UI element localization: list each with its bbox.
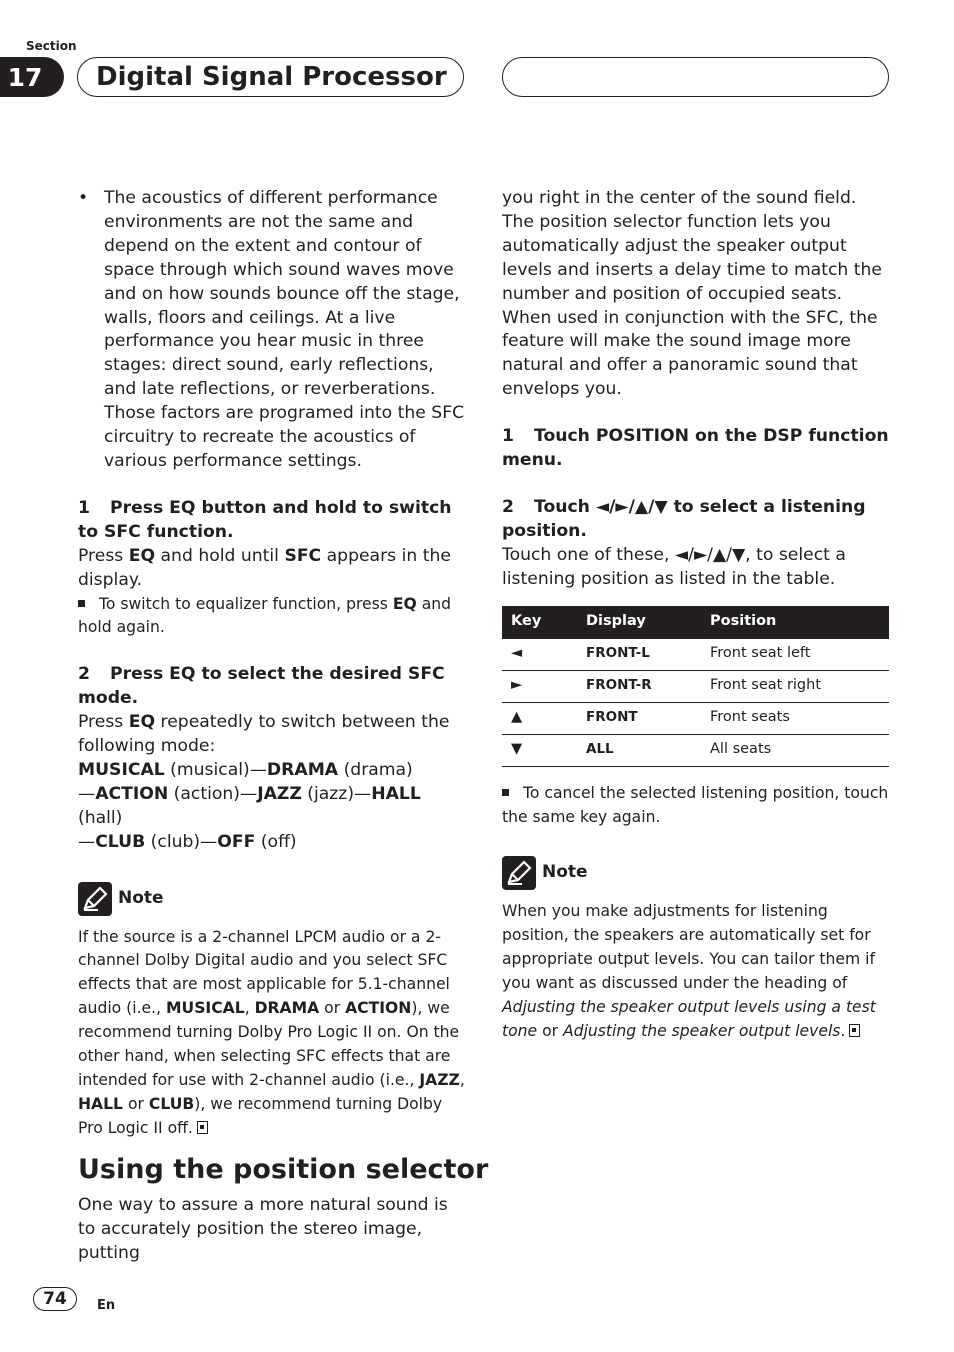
- step-number: 2: [502, 496, 514, 517]
- mode-name: CLUB: [148, 1094, 195, 1113]
- note-label: Note: [118, 887, 164, 908]
- mode-name: JAZZ: [419, 1071, 460, 1089]
- bullet-symbol: •: [78, 188, 89, 208]
- key-eq: EQ: [128, 545, 156, 566]
- mode-desc: (club): [145, 831, 201, 852]
- text: To switch to equalizer function, press: [99, 594, 393, 613]
- step-heading: [78, 663, 466, 711]
- text: .: [840, 1021, 846, 1040]
- text: and hold again.: [78, 594, 452, 637]
- text: ), we recommend turning Dolby Pro Logic II off.: [78, 1094, 443, 1137]
- position-cell: Front seat left: [710, 639, 889, 671]
- mode-desc: (musical): [164, 759, 250, 780]
- position-table: [502, 606, 889, 767]
- square-bullet-icon: [502, 789, 509, 796]
- step-1-sfc: [78, 497, 466, 640]
- position-cell: Front seats: [710, 702, 889, 734]
- note-label: Note: [542, 862, 588, 883]
- mode-name: MUSICAL: [78, 759, 165, 780]
- note-body: [502, 900, 890, 1043]
- step-body: [78, 711, 466, 759]
- dash: —: [78, 783, 96, 804]
- pencil-note-icon: [502, 856, 536, 890]
- mode-desc: (action): [168, 783, 240, 804]
- section-label: Section: [26, 39, 77, 53]
- step-body: [78, 545, 466, 593]
- text: Press: [78, 545, 129, 566]
- position-cell: Front seat right: [710, 670, 889, 702]
- note-sfc: [78, 882, 466, 1141]
- key-eq: EQ: [392, 594, 417, 613]
- pencil-note-icon: [78, 882, 112, 916]
- table-row: [502, 734, 889, 766]
- bullet-text: The acoustics of different performance environments are not the same and depend on the extent and contour of space through which sound waves move and on how sounds bounce off the stage, walls, floors and ceilings. At a live performance you hear music in three stages: direct sound, early reflections, and late reflections, or reverberations. Those factors are programed into the SFC circuitry to recreate the acoustics of various performance settings.: [104, 188, 465, 471]
- key-sfc: SFC: [284, 545, 322, 566]
- display-cell: FRONT-L: [586, 639, 710, 671]
- right-column: [502, 187, 890, 1044]
- dash: —: [240, 783, 258, 804]
- section-heading: Using the position selector: [78, 1154, 489, 1185]
- key-cell: ◄: [502, 639, 586, 671]
- header-empty-box: [502, 57, 889, 97]
- mode-desc: (drama): [338, 759, 413, 780]
- mode-name: HALL: [78, 1094, 123, 1113]
- step-number: 1: [78, 497, 90, 518]
- step-title: Press EQ button and hold to switch to SFC function.: [78, 497, 452, 542]
- mode-name: HALL: [371, 783, 421, 804]
- text: ,: [459, 1071, 465, 1089]
- text: When you make adjustments for listening position, the speakers are automatically set for appropriate output levels. You can tailor them if you want as discussed under the heading of: [502, 902, 875, 993]
- mode-name: ACTION: [95, 783, 169, 804]
- page-number: 74: [33, 1287, 77, 1311]
- step-2-sfc: [78, 663, 466, 854]
- end-mark-icon: [849, 1024, 860, 1037]
- section-intro: One way to assure a more natural sound is to accurately position the stereo image, putting: [78, 1195, 448, 1263]
- key-cell: ▲: [502, 702, 586, 734]
- section-number-badge: 17: [0, 57, 64, 97]
- text: or: [123, 1094, 149, 1113]
- step-title: Touch ◄/►/▲/▼ to select a listening position.: [502, 496, 866, 541]
- step-number: 1: [502, 426, 514, 447]
- text: or: [319, 999, 346, 1018]
- text: ,: [244, 999, 255, 1018]
- column-header-key: Key: [502, 606, 586, 639]
- step-number: 2: [78, 664, 90, 685]
- column-header-display: Display: [586, 606, 710, 639]
- mode-name: JAZZ: [257, 783, 302, 804]
- text: and hold until: [155, 545, 285, 566]
- position-intro-cont: you right in the center of the sound field. The position selector function lets you automatically adjust the speaker output levels and inserts a delay time to match the number and position of occupied seats. When used in conjunction with the SFC, the feature will make the sound image more natural and offer a panoramic sound that envelops you.: [502, 188, 882, 400]
- note-heading: [78, 882, 466, 916]
- note-body: [78, 926, 466, 1141]
- square-bullet-icon: [78, 600, 85, 607]
- step-1-position: [502, 425, 890, 473]
- dash: —: [200, 831, 218, 852]
- mode-name: OFF: [217, 831, 256, 852]
- text: appears in the display.: [78, 545, 451, 590]
- left-column: [78, 187, 466, 1141]
- text: If the source is a 2-channel LPCM audio or a 2-channel Dolby Digital audio and you select SFC effects that are most applicable for 5.1-channel audio (i.e.,: [78, 927, 450, 1018]
- key-cell: ►: [502, 670, 586, 702]
- mode-name: MUSICAL: [166, 999, 245, 1018]
- text: or: [537, 1021, 564, 1040]
- acoustics-bullet: [78, 187, 466, 474]
- mode-desc: (off): [255, 831, 297, 852]
- mode-list: [78, 759, 466, 855]
- cancel-note: [502, 782, 890, 830]
- note-heading: [502, 856, 890, 890]
- mode-desc: (jazz): [301, 783, 355, 804]
- key-cell: ▼: [502, 734, 586, 766]
- mode-name: ACTION: [345, 999, 412, 1018]
- dash: —: [78, 831, 96, 852]
- display-cell: FRONT-R: [586, 670, 710, 702]
- step-heading: [78, 497, 466, 545]
- table-header-row: [502, 606, 889, 639]
- dash: —: [354, 783, 372, 804]
- chapter-title: Digital Signal Processor: [77, 57, 464, 97]
- note-position: [502, 856, 890, 1043]
- cross-reference: Adjusting the speaker output levels: [563, 1021, 841, 1040]
- column-header-position: Position: [710, 606, 889, 639]
- display-cell: ALL: [586, 734, 710, 766]
- step-heading: [502, 496, 890, 544]
- key-eq: EQ: [128, 712, 156, 733]
- text: To cancel the selected listening position, touch the same key again.: [502, 783, 889, 826]
- table-row: [502, 639, 889, 671]
- table-row: [502, 702, 889, 734]
- cross-reference: Adjusting the speaker output levels using a test tone: [502, 998, 876, 1040]
- step-title: Touch POSITION on the DSP function menu.: [502, 426, 889, 471]
- text: ), we recommend turning Dolby Pro Logic II on. On the other hand, when selecting SFC effects that are intended for use with 2-channel audio (i.e.,: [78, 999, 460, 1089]
- display-cell: FRONT: [586, 702, 710, 734]
- mode-name: CLUB: [95, 831, 146, 852]
- step-body: Touch one of these, ◄/►/▲/▼, to select a listening position as listed in the table.: [502, 544, 846, 589]
- table-row: [502, 670, 889, 702]
- text: repeatedly to switch between the following mode:: [78, 712, 450, 757]
- end-mark-icon: [197, 1121, 208, 1134]
- step-title: Press EQ to select the desired SFC mode.: [78, 664, 445, 709]
- mode-name: DRAMA: [266, 759, 339, 780]
- sub-note: [78, 593, 466, 641]
- text: Press: [78, 712, 129, 733]
- language-label: En: [97, 1298, 116, 1313]
- mode-desc: (hall): [78, 807, 123, 828]
- position-cell: All seats: [710, 734, 889, 766]
- step-2-position: [502, 496, 890, 592]
- step-heading: [502, 425, 890, 473]
- mode-name: DRAMA: [254, 999, 320, 1018]
- dash: —: [249, 759, 267, 780]
